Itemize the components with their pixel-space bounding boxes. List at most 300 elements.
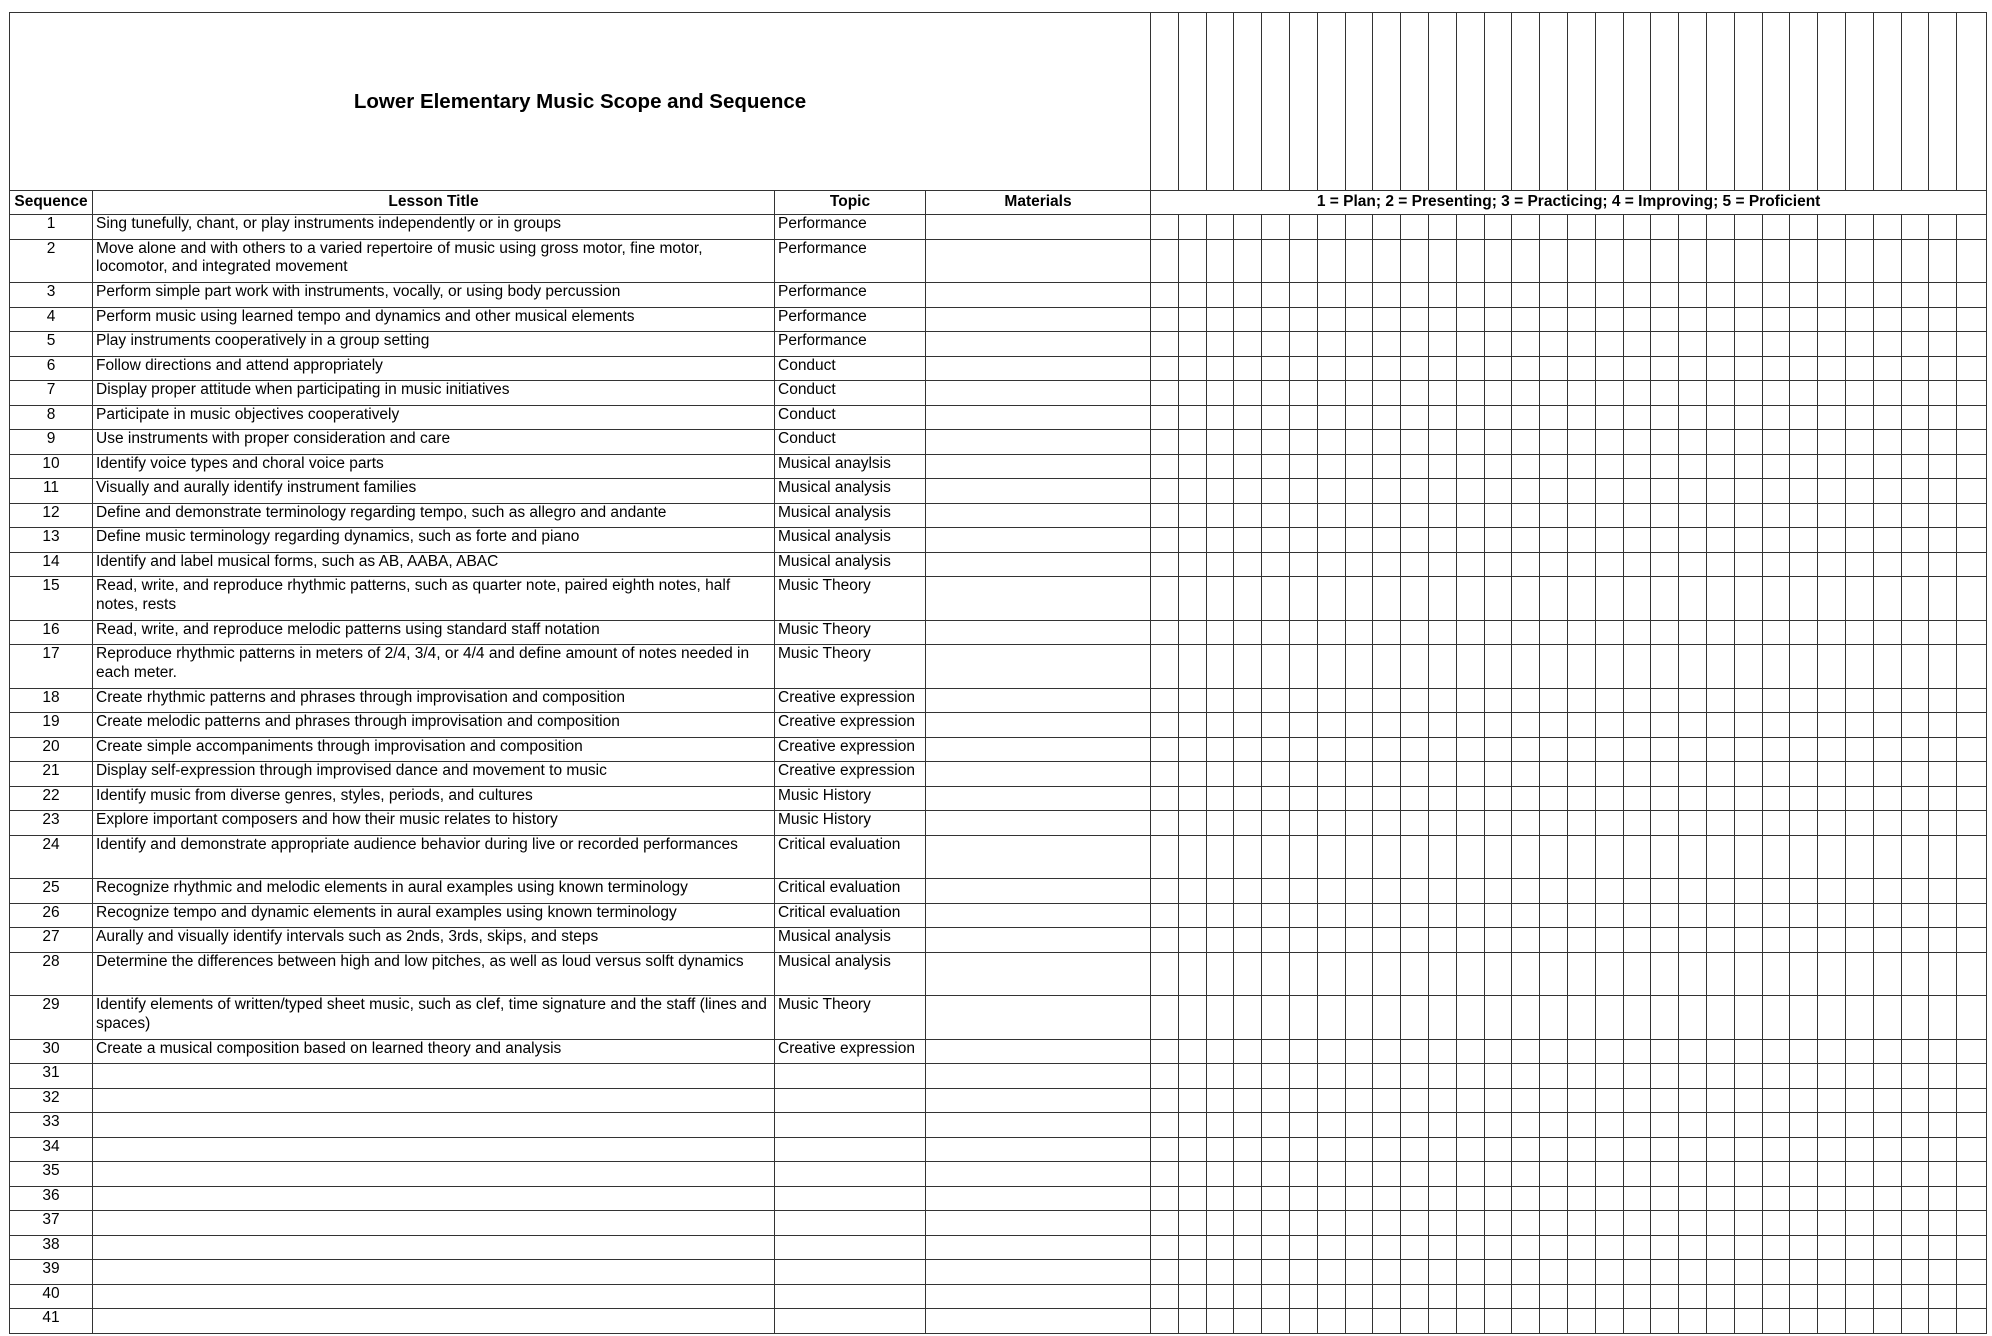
rating-cell[interactable]	[1373, 1162, 1401, 1187]
rating-cell[interactable]	[1957, 430, 1987, 455]
rating-cell[interactable]	[1151, 454, 1179, 479]
rating-cell[interactable]	[1178, 645, 1206, 689]
sequence-cell[interactable]: 6	[10, 356, 93, 381]
rating-cell[interactable]	[1317, 1186, 1345, 1211]
rating-cell[interactable]	[1262, 879, 1290, 904]
rating-cell[interactable]	[1429, 430, 1457, 455]
materials-cell[interactable]	[926, 1088, 1151, 1113]
rating-cell[interactable]	[1929, 713, 1957, 738]
rating-cell[interactable]	[1456, 1088, 1484, 1113]
topic-cell[interactable]: Conduct	[775, 381, 926, 406]
rating-cell[interactable]	[1706, 903, 1734, 928]
rating-cell[interactable]	[1401, 762, 1429, 787]
rating-cell[interactable]	[1373, 577, 1401, 621]
rating-cell[interactable]	[1178, 737, 1206, 762]
rating-cell[interactable]	[1178, 528, 1206, 553]
rating-cell[interactable]	[1679, 1039, 1707, 1064]
rating-cell[interactable]	[1151, 430, 1179, 455]
rating-cell[interactable]	[1790, 283, 1818, 308]
rating-cell[interactable]	[1512, 215, 1540, 240]
rating-cell[interactable]	[1929, 786, 1957, 811]
rating-cell[interactable]	[1206, 645, 1234, 689]
rating-cell[interactable]	[1540, 1186, 1568, 1211]
rating-cell[interactable]	[1706, 645, 1734, 689]
rating-cell[interactable]	[1790, 1162, 1818, 1187]
header-topic[interactable]: Topic	[775, 191, 926, 215]
rating-cell[interactable]	[1151, 503, 1179, 528]
rating-cell[interactable]	[1567, 577, 1595, 621]
rating-cell[interactable]	[1317, 1309, 1345, 1334]
rating-cell[interactable]	[1456, 528, 1484, 553]
rating-cell[interactable]	[1929, 1162, 1957, 1187]
rating-cell[interactable]	[1540, 928, 1568, 953]
rating-cell[interactable]	[1845, 215, 1873, 240]
materials-cell[interactable]	[926, 1113, 1151, 1138]
rating-cell[interactable]	[1206, 1113, 1234, 1138]
rating-cell[interactable]	[1595, 688, 1623, 713]
rating-cell[interactable]	[1429, 1162, 1457, 1187]
rating-cell[interactable]	[1790, 405, 1818, 430]
topic-cell[interactable]	[775, 1260, 926, 1285]
rating-cell[interactable]	[1151, 1260, 1179, 1285]
rating-cell[interactable]	[1206, 1039, 1234, 1064]
rating-cell[interactable]	[1484, 1064, 1512, 1089]
topic-cell[interactable]	[775, 1284, 926, 1309]
rating-cell[interactable]	[1345, 381, 1373, 406]
rating-cell[interactable]	[1818, 528, 1846, 553]
rating-cell[interactable]	[1762, 552, 1790, 577]
rating-cell[interactable]	[1706, 332, 1734, 357]
rating-cell[interactable]	[1651, 479, 1679, 504]
rating-cell[interactable]	[1706, 381, 1734, 406]
rating-cell[interactable]	[1290, 1137, 1318, 1162]
rating-cell[interactable]	[1873, 1260, 1901, 1285]
rating-cell[interactable]	[1957, 1137, 1987, 1162]
rating-cell[interactable]	[1790, 1235, 1818, 1260]
topic-cell[interactable]: Musical analysis	[775, 952, 926, 996]
rating-cell[interactable]	[1317, 811, 1345, 836]
rating-cell[interactable]	[1206, 713, 1234, 738]
sequence-cell[interactable]: 14	[10, 552, 93, 577]
rating-cell[interactable]	[1762, 713, 1790, 738]
rating-cell[interactable]	[1540, 879, 1568, 904]
rating-cell[interactable]	[1512, 1088, 1540, 1113]
rating-cell[interactable]	[1679, 332, 1707, 357]
rating-cell[interactable]	[1484, 1260, 1512, 1285]
rating-cell[interactable]	[1317, 552, 1345, 577]
rating-cell[interactable]	[1845, 713, 1873, 738]
materials-cell[interactable]	[926, 903, 1151, 928]
rating-cell[interactable]	[1401, 356, 1429, 381]
rating-cell[interactable]	[1429, 762, 1457, 787]
topic-cell[interactable]: Performance	[775, 332, 926, 357]
rating-cell[interactable]	[1540, 454, 1568, 479]
rating-cell[interactable]	[1929, 405, 1957, 430]
rating-cell[interactable]	[1818, 786, 1846, 811]
rating-cell[interactable]	[1873, 1137, 1901, 1162]
rating-cell[interactable]	[1512, 430, 1540, 455]
rating-cell[interactable]	[1929, 1309, 1957, 1334]
rating-cell[interactable]	[1623, 577, 1651, 621]
rating-cell[interactable]	[1373, 1186, 1401, 1211]
rating-cell[interactable]	[1734, 879, 1762, 904]
rating-cell[interactable]	[1929, 879, 1957, 904]
rating-cell[interactable]	[1567, 503, 1595, 528]
topic-cell[interactable]	[775, 1088, 926, 1113]
rating-cell[interactable]	[1484, 996, 1512, 1040]
rating-cell[interactable]	[1262, 835, 1290, 879]
rating-cell[interactable]	[1679, 1260, 1707, 1285]
rating-cell[interactable]	[1290, 332, 1318, 357]
rating-cell[interactable]	[1429, 307, 1457, 332]
rating-cell[interactable]	[1957, 283, 1987, 308]
rating-cell[interactable]	[1845, 239, 1873, 283]
rating-cell[interactable]	[1706, 1260, 1734, 1285]
rating-cell[interactable]	[1818, 645, 1846, 689]
rating-cell[interactable]	[1234, 737, 1262, 762]
rating-cell[interactable]	[1679, 620, 1707, 645]
rating-cell[interactable]	[1317, 762, 1345, 787]
rating-cell[interactable]	[1595, 1211, 1623, 1236]
rating-cell[interactable]	[1178, 577, 1206, 621]
rating-cell[interactable]	[1456, 645, 1484, 689]
rating-cell[interactable]	[1178, 215, 1206, 240]
rating-cell[interactable]	[1512, 1162, 1540, 1187]
rating-cell[interactable]	[1623, 454, 1651, 479]
materials-cell[interactable]	[926, 283, 1151, 308]
rating-cell[interactable]	[1567, 1064, 1595, 1089]
rating-cell[interactable]	[1540, 356, 1568, 381]
rating-cell[interactable]	[1290, 811, 1318, 836]
rating-cell[interactable]	[1317, 430, 1345, 455]
rating-cell[interactable]	[1845, 454, 1873, 479]
rating-cell[interactable]	[1762, 903, 1790, 928]
rating-cell[interactable]	[1901, 503, 1929, 528]
rating-cell[interactable]	[1567, 528, 1595, 553]
rating-cell[interactable]	[1818, 503, 1846, 528]
rating-cell[interactable]	[1734, 1260, 1762, 1285]
rating-cell[interactable]	[1706, 1186, 1734, 1211]
rating-cell[interactable]	[1706, 1284, 1734, 1309]
lesson-title-cell[interactable]	[93, 1064, 775, 1089]
rating-cell[interactable]	[1651, 1260, 1679, 1285]
rating-cell[interactable]	[1484, 879, 1512, 904]
rating-cell[interactable]	[1540, 332, 1568, 357]
rating-cell[interactable]	[1345, 713, 1373, 738]
rating-cell[interactable]	[1679, 1284, 1707, 1309]
rating-cell[interactable]	[1873, 879, 1901, 904]
rating-cell[interactable]	[1595, 952, 1623, 996]
rating-cell[interactable]	[1540, 1137, 1568, 1162]
title-grid-cell[interactable]	[1567, 13, 1595, 191]
materials-cell[interactable]	[926, 1309, 1151, 1334]
rating-cell[interactable]	[1234, 307, 1262, 332]
rating-cell[interactable]	[1929, 1284, 1957, 1309]
rating-cell[interactable]	[1706, 928, 1734, 953]
rating-cell[interactable]	[1234, 928, 1262, 953]
rating-cell[interactable]	[1706, 762, 1734, 787]
rating-cell[interactable]	[1734, 1162, 1762, 1187]
rating-cell[interactable]	[1957, 786, 1987, 811]
rating-cell[interactable]	[1206, 903, 1234, 928]
sequence-cell[interactable]: 30	[10, 1039, 93, 1064]
rating-cell[interactable]	[1429, 835, 1457, 879]
rating-cell[interactable]	[1818, 1309, 1846, 1334]
rating-cell[interactable]	[1901, 713, 1929, 738]
lesson-title-cell[interactable]: Read, write, and reproduce melodic patterns using standard staff notation	[93, 620, 775, 645]
rating-cell[interactable]	[1818, 1162, 1846, 1187]
rating-cell[interactable]	[1373, 811, 1401, 836]
rating-cell[interactable]	[1762, 620, 1790, 645]
rating-cell[interactable]	[1623, 1113, 1651, 1138]
rating-cell[interactable]	[1595, 1309, 1623, 1334]
rating-cell[interactable]	[1651, 577, 1679, 621]
rating-cell[interactable]	[1623, 688, 1651, 713]
rating-cell[interactable]	[1373, 356, 1401, 381]
rating-cell[interactable]	[1345, 479, 1373, 504]
rating-cell[interactable]	[1373, 762, 1401, 787]
rating-cell[interactable]	[1845, 952, 1873, 996]
rating-cell[interactable]	[1901, 645, 1929, 689]
rating-cell[interactable]	[1262, 454, 1290, 479]
rating-cell[interactable]	[1706, 577, 1734, 621]
rating-cell[interactable]	[1540, 1260, 1568, 1285]
rating-cell[interactable]	[1401, 552, 1429, 577]
topic-cell[interactable]: Creative expression	[775, 1039, 926, 1064]
rating-cell[interactable]	[1151, 239, 1179, 283]
rating-cell[interactable]	[1957, 528, 1987, 553]
rating-cell[interactable]	[1901, 1137, 1929, 1162]
materials-cell[interactable]	[926, 928, 1151, 953]
rating-cell[interactable]	[1540, 239, 1568, 283]
rating-cell[interactable]	[1706, 1211, 1734, 1236]
rating-cell[interactable]	[1206, 952, 1234, 996]
sequence-cell[interactable]: 24	[10, 835, 93, 879]
rating-cell[interactable]	[1734, 1088, 1762, 1113]
rating-cell[interactable]	[1456, 454, 1484, 479]
rating-cell[interactable]	[1290, 1113, 1318, 1138]
rating-cell[interactable]	[1484, 1162, 1512, 1187]
rating-cell[interactable]	[1373, 1088, 1401, 1113]
title-grid-cell[interactable]	[1206, 13, 1234, 191]
rating-cell[interactable]	[1317, 1137, 1345, 1162]
sequence-cell[interactable]: 22	[10, 786, 93, 811]
rating-cell[interactable]	[1845, 307, 1873, 332]
rating-cell[interactable]	[1623, 835, 1651, 879]
rating-cell[interactable]	[1234, 786, 1262, 811]
rating-cell[interactable]	[1151, 577, 1179, 621]
materials-cell[interactable]	[926, 381, 1151, 406]
title-grid-cell[interactable]	[1178, 13, 1206, 191]
rating-cell[interactable]	[1290, 762, 1318, 787]
rating-cell[interactable]	[1317, 713, 1345, 738]
rating-cell[interactable]	[1957, 381, 1987, 406]
rating-cell[interactable]	[1317, 1235, 1345, 1260]
rating-cell[interactable]	[1206, 811, 1234, 836]
rating-cell[interactable]	[1401, 928, 1429, 953]
rating-cell[interactable]	[1317, 1088, 1345, 1113]
rating-cell[interactable]	[1540, 1284, 1568, 1309]
sequence-cell[interactable]: 20	[10, 737, 93, 762]
rating-cell[interactable]	[1234, 1211, 1262, 1236]
rating-cell[interactable]	[1567, 283, 1595, 308]
rating-cell[interactable]	[1651, 239, 1679, 283]
rating-cell[interactable]	[1818, 713, 1846, 738]
rating-cell[interactable]	[1679, 879, 1707, 904]
rating-cell[interactable]	[1317, 786, 1345, 811]
rating-cell[interactable]	[1734, 1211, 1762, 1236]
rating-cell[interactable]	[1873, 577, 1901, 621]
sequence-cell[interactable]: 1	[10, 215, 93, 240]
topic-cell[interactable]: Music Theory	[775, 645, 926, 689]
rating-cell[interactable]	[1595, 430, 1623, 455]
rating-cell[interactable]	[1317, 1284, 1345, 1309]
title-grid-cell[interactable]	[1484, 13, 1512, 191]
rating-cell[interactable]	[1345, 577, 1373, 621]
materials-cell[interactable]	[926, 1039, 1151, 1064]
rating-cell[interactable]	[1345, 645, 1373, 689]
rating-cell[interactable]	[1373, 332, 1401, 357]
header-lesson-title[interactable]: Lesson Title	[93, 191, 775, 215]
rating-cell[interactable]	[1679, 356, 1707, 381]
rating-cell[interactable]	[1234, 835, 1262, 879]
title-grid-cell[interactable]	[1790, 13, 1818, 191]
rating-cell[interactable]	[1623, 239, 1651, 283]
rating-cell[interactable]	[1762, 405, 1790, 430]
rating-cell[interactable]	[1317, 307, 1345, 332]
rating-cell[interactable]	[1317, 577, 1345, 621]
lesson-title-cell[interactable]	[93, 1186, 775, 1211]
rating-cell[interactable]	[1957, 454, 1987, 479]
rating-cell[interactable]	[1512, 307, 1540, 332]
materials-cell[interactable]	[926, 356, 1151, 381]
rating-cell[interactable]	[1818, 332, 1846, 357]
rating-cell[interactable]	[1484, 405, 1512, 430]
lesson-title-cell[interactable]: Identify and demonstrate appropriate audience behavior during live or recorded performances	[93, 835, 775, 879]
rating-cell[interactable]	[1762, 381, 1790, 406]
rating-cell[interactable]	[1706, 786, 1734, 811]
header-materials[interactable]: Materials	[926, 191, 1151, 215]
rating-cell[interactable]	[1873, 1039, 1901, 1064]
rating-cell[interactable]	[1317, 952, 1345, 996]
rating-cell[interactable]	[1734, 405, 1762, 430]
rating-cell[interactable]	[1206, 454, 1234, 479]
rating-cell[interactable]	[1623, 528, 1651, 553]
rating-cell[interactable]	[1623, 283, 1651, 308]
rating-cell[interactable]	[1873, 811, 1901, 836]
rating-cell[interactable]	[1679, 762, 1707, 787]
rating-cell[interactable]	[1818, 1113, 1846, 1138]
rating-cell[interactable]	[1901, 1260, 1929, 1285]
rating-cell[interactable]	[1873, 430, 1901, 455]
rating-cell[interactable]	[1762, 479, 1790, 504]
rating-cell[interactable]	[1679, 786, 1707, 811]
rating-cell[interactable]	[1595, 645, 1623, 689]
rating-cell[interactable]	[1706, 479, 1734, 504]
rating-cell[interactable]	[1957, 645, 1987, 689]
rating-cell[interactable]	[1262, 786, 1290, 811]
rating-cell[interactable]	[1762, 811, 1790, 836]
rating-cell[interactable]	[1373, 645, 1401, 689]
rating-cell[interactable]	[1262, 762, 1290, 787]
rating-cell[interactable]	[1651, 762, 1679, 787]
rating-cell[interactable]	[1540, 645, 1568, 689]
rating-cell[interactable]	[1262, 405, 1290, 430]
rating-cell[interactable]	[1234, 283, 1262, 308]
rating-cell[interactable]	[1595, 1260, 1623, 1285]
rating-cell[interactable]	[1373, 688, 1401, 713]
rating-cell[interactable]	[1373, 1235, 1401, 1260]
rating-cell[interactable]	[1151, 811, 1179, 836]
rating-cell[interactable]	[1595, 405, 1623, 430]
rating-cell[interactable]	[1429, 1235, 1457, 1260]
rating-cell[interactable]	[1456, 552, 1484, 577]
rating-cell[interactable]	[1790, 879, 1818, 904]
rating-cell[interactable]	[1845, 1137, 1873, 1162]
rating-cell[interactable]	[1540, 215, 1568, 240]
rating-cell[interactable]	[1901, 1064, 1929, 1089]
rating-cell[interactable]	[1567, 620, 1595, 645]
rating-cell[interactable]	[1706, 1309, 1734, 1334]
rating-cell[interactable]	[1178, 1235, 1206, 1260]
lesson-title-cell[interactable]	[93, 1113, 775, 1138]
topic-cell[interactable]: Musical anaylsis	[775, 454, 926, 479]
title-grid-cell[interactable]	[1512, 13, 1540, 191]
rating-cell[interactable]	[1818, 381, 1846, 406]
rating-cell[interactable]	[1484, 688, 1512, 713]
materials-cell[interactable]	[926, 307, 1151, 332]
rating-cell[interactable]	[1623, 215, 1651, 240]
rating-cell[interactable]	[1178, 928, 1206, 953]
rating-cell[interactable]	[1790, 1039, 1818, 1064]
rating-cell[interactable]	[1178, 239, 1206, 283]
rating-cell[interactable]	[1873, 786, 1901, 811]
materials-cell[interactable]	[926, 688, 1151, 713]
rating-cell[interactable]	[1845, 356, 1873, 381]
rating-cell[interactable]	[1540, 737, 1568, 762]
rating-cell[interactable]	[1845, 1039, 1873, 1064]
rating-cell[interactable]	[1901, 405, 1929, 430]
rating-cell[interactable]	[1178, 811, 1206, 836]
rating-cell[interactable]	[1345, 1137, 1373, 1162]
sequence-cell[interactable]: 25	[10, 879, 93, 904]
rating-cell[interactable]	[1706, 356, 1734, 381]
rating-cell[interactable]	[1567, 1211, 1595, 1236]
rating-cell[interactable]	[1345, 405, 1373, 430]
rating-cell[interactable]	[1512, 283, 1540, 308]
rating-cell[interactable]	[1929, 503, 1957, 528]
rating-cell[interactable]	[1484, 528, 1512, 553]
rating-cell[interactable]	[1401, 577, 1429, 621]
rating-cell[interactable]	[1651, 996, 1679, 1040]
rating-cell[interactable]	[1651, 835, 1679, 879]
materials-cell[interactable]	[926, 577, 1151, 621]
rating-cell[interactable]	[1679, 503, 1707, 528]
rating-cell[interactable]	[1679, 1113, 1707, 1138]
title-grid-cell[interactable]	[1317, 13, 1345, 191]
rating-cell[interactable]	[1651, 1309, 1679, 1334]
rating-cell[interactable]	[1345, 1235, 1373, 1260]
rating-cell[interactable]	[1151, 879, 1179, 904]
rating-cell[interactable]	[1623, 1309, 1651, 1334]
rating-cell[interactable]	[1456, 786, 1484, 811]
rating-cell[interactable]	[1679, 381, 1707, 406]
rating-cell[interactable]	[1540, 903, 1568, 928]
rating-cell[interactable]	[1706, 835, 1734, 879]
rating-cell[interactable]	[1762, 503, 1790, 528]
rating-cell[interactable]	[1873, 762, 1901, 787]
topic-cell[interactable]: Critical evaluation	[775, 835, 926, 879]
